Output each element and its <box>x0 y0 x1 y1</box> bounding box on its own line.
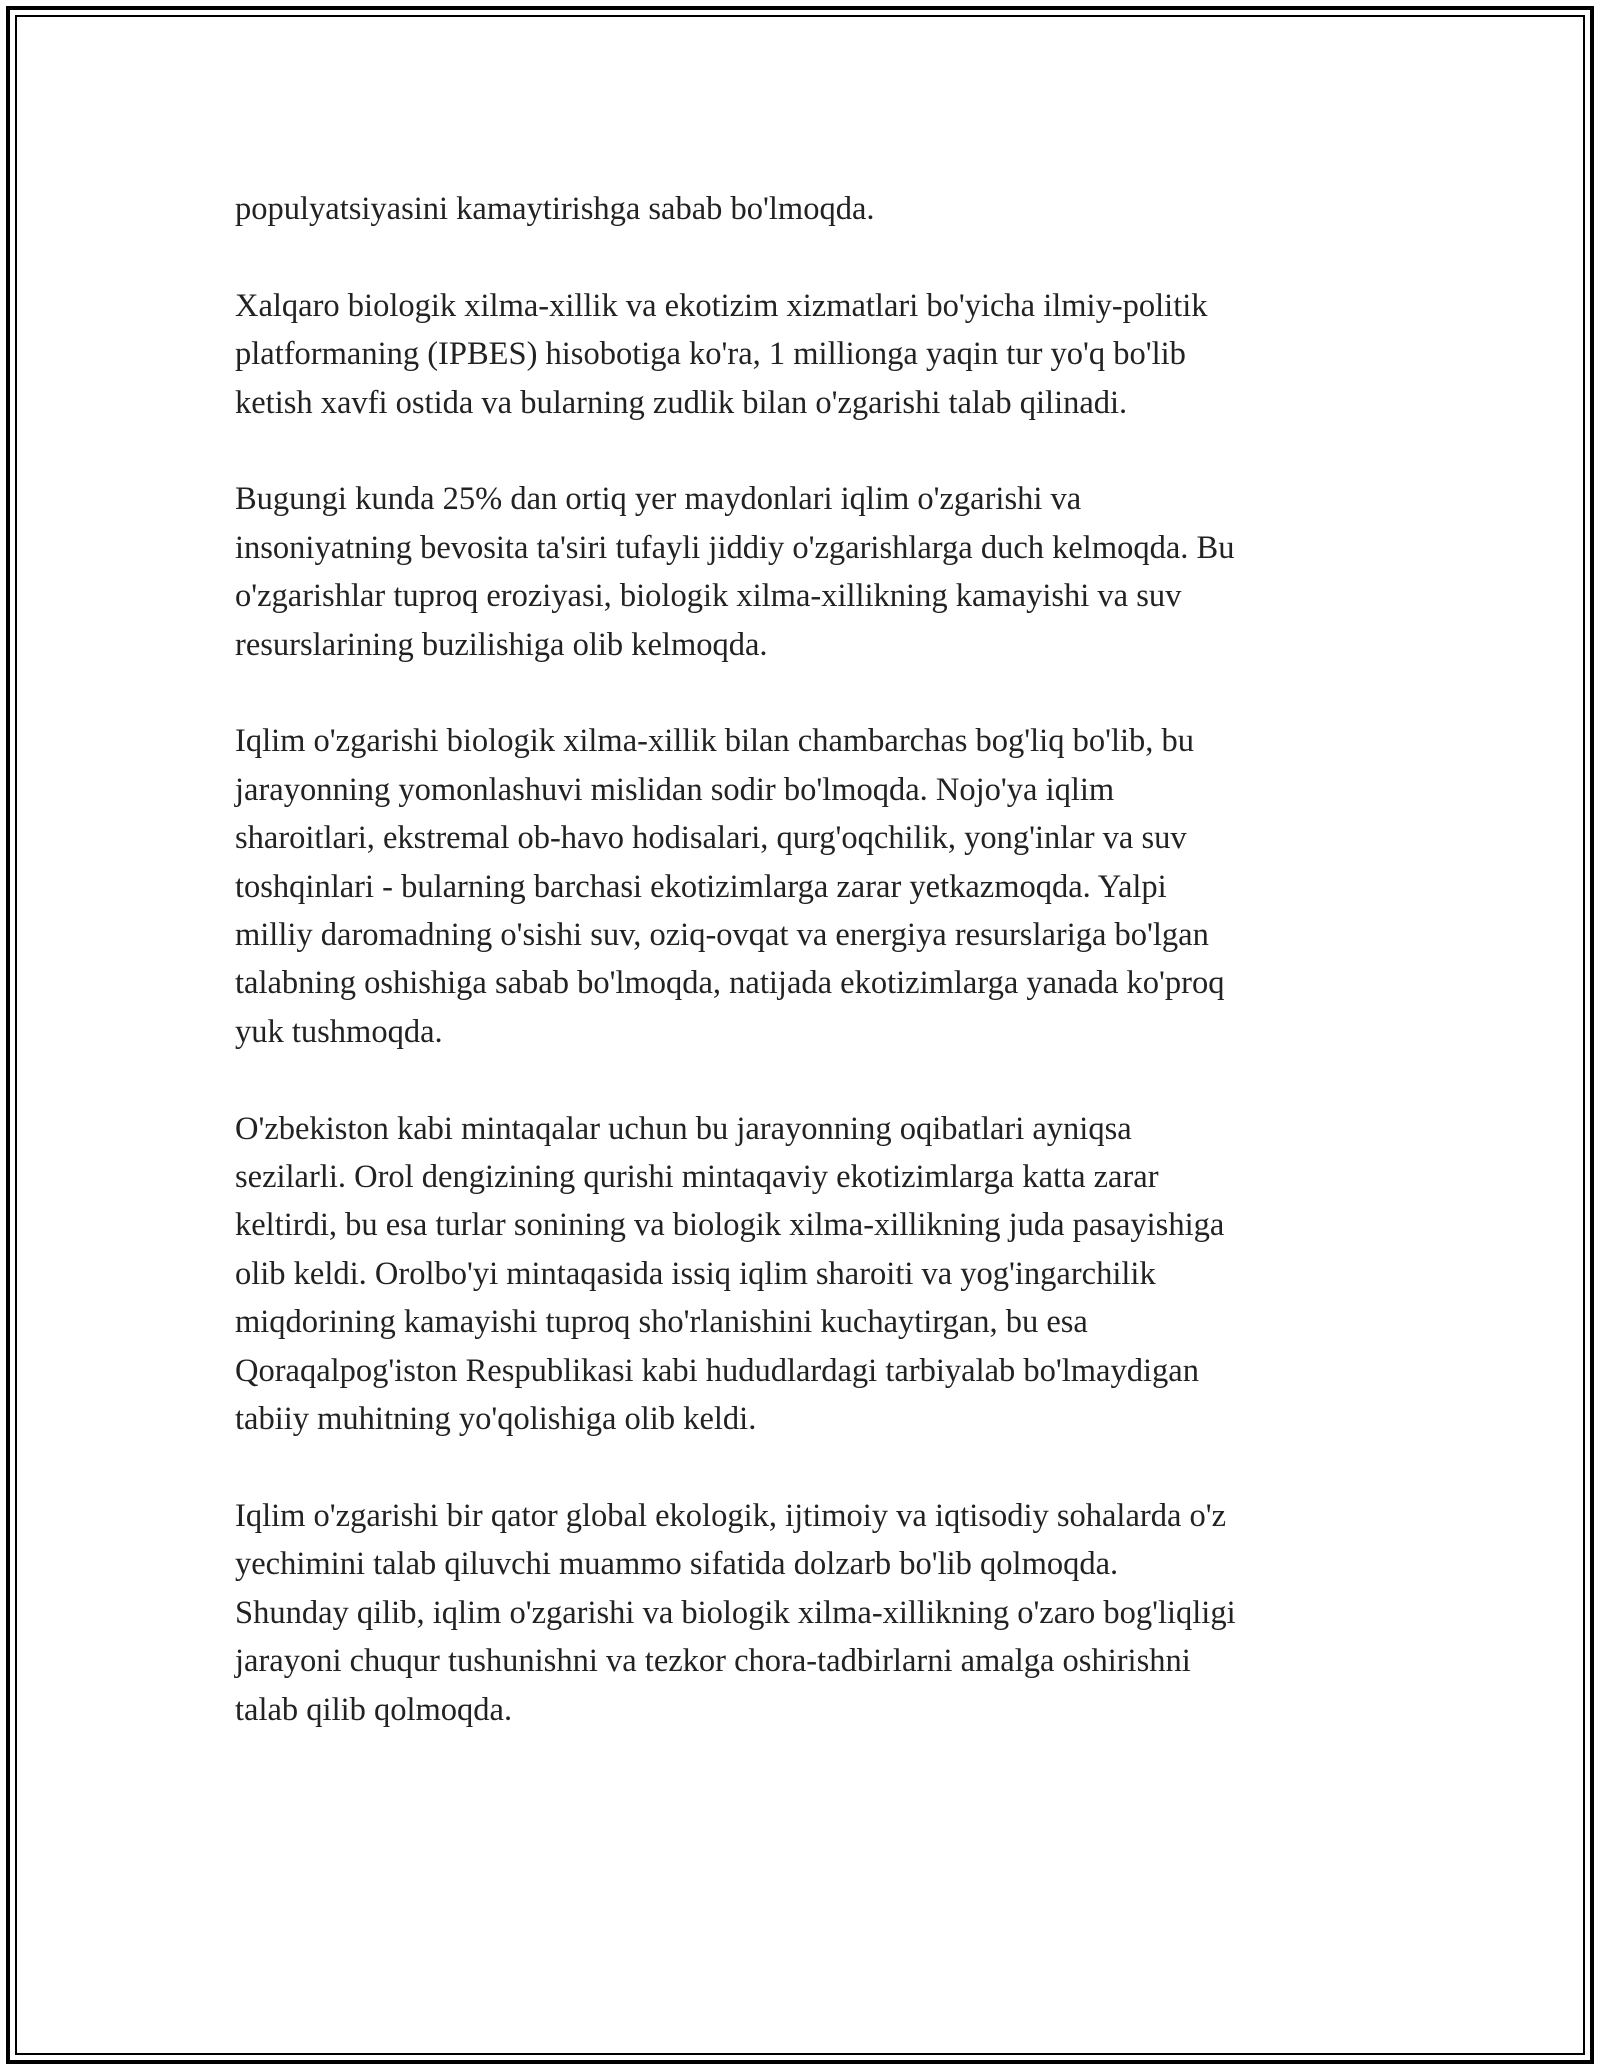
paragraph: populyatsiyasini kamaytirishga sabab bo'lmoqda. <box>235 191 875 227</box>
document-body <box>235 185 1375 1782</box>
paragraph: O'zbekiston kabi mintaqalar uchun bu jarayonning oqibatlari ayniqsa sezilarli. Orol dengizining qurishi mintaqaviy ekotizimlarga katta zarar keltirdi, bu esa turlar sonining va biologik xilma-xillikning juda pasayishiga olib keldi. Orolbo'yi mintaqasida issiq iqlim sharoiti va yog'ingarchilik miqdorining kamayishi tuproq sho'rlanishini kuchaytirgan, bu esa Qoraqalpog'iston Respublikasi kabi hududlardagi tarbiyalab bo'lmaydigan tabiiy muhitning yo'qolishiga olib keldi. <box>235 1110 1225 1438</box>
paragraph: Iqlim o'zgarishi biologik xilma-xillik bilan chambarchas bog'liq bo'lib, bu jarayonning yomonlashuvi mislidan sodir bo'lmoqda. Nojo'ya iqlim sharoitlari, ekstremal ob-havo hodisalari, qurg'oqchilik, yong'inlar va suv toshqinlari - bularning barchasi ekotizimlarga zarar yetkazmoqda. Yalpi milliy daromadning o'sishi suv, oziq-ovqat va energiya resurslariga bo'lgan talabning oshishiga sabab bo'lmoqda, natijada ekotizimlarga yanada ko'proq yuk tushmoqda. <box>235 723 1225 1050</box>
paragraph: Bugungi kunda 25% dan ortiq yer maydonlari iqlim o'zgarishi va insoniyatning bevosita ta'siri tufayli jiddiy o'zgarishlarga duch kelmoqda. Bu o'zgarishlar tuproq eroziyasi, biologik xilma-xillikning kamayishi va suv resurslarining buzilishiga olib kelmoqda. <box>235 481 1235 663</box>
paragraph: Xalqaro biologik xilma-xillik va ekotizim xizmatlari bo'yicha ilmiy-politik platformaning (IPBES) hisobotiga ko'ra, 1 millionga yaqin tur yo'q bo'lib ketish xavfi ostida va bularning zudlik bilan o'zgarishi talab qilinadi. <box>235 287 1208 421</box>
paragraph: Iqlim o'zgarishi bir qator global ekologik, ijtimoiy va iqtisodiy sohalarda o'z yechimini talab qiluvchi muammo sifatida dolzarb bo'lib qolmoqda. Shunday qilib, iqlim o'zgarishi va biologik xilma-xillikning o'zaro bog'liqligi jarayoni chuqur tushunishni va tezkor chora-tadbirlarni amalga oshirishni talab qilib qolmoqda. <box>235 1497 1236 1728</box>
